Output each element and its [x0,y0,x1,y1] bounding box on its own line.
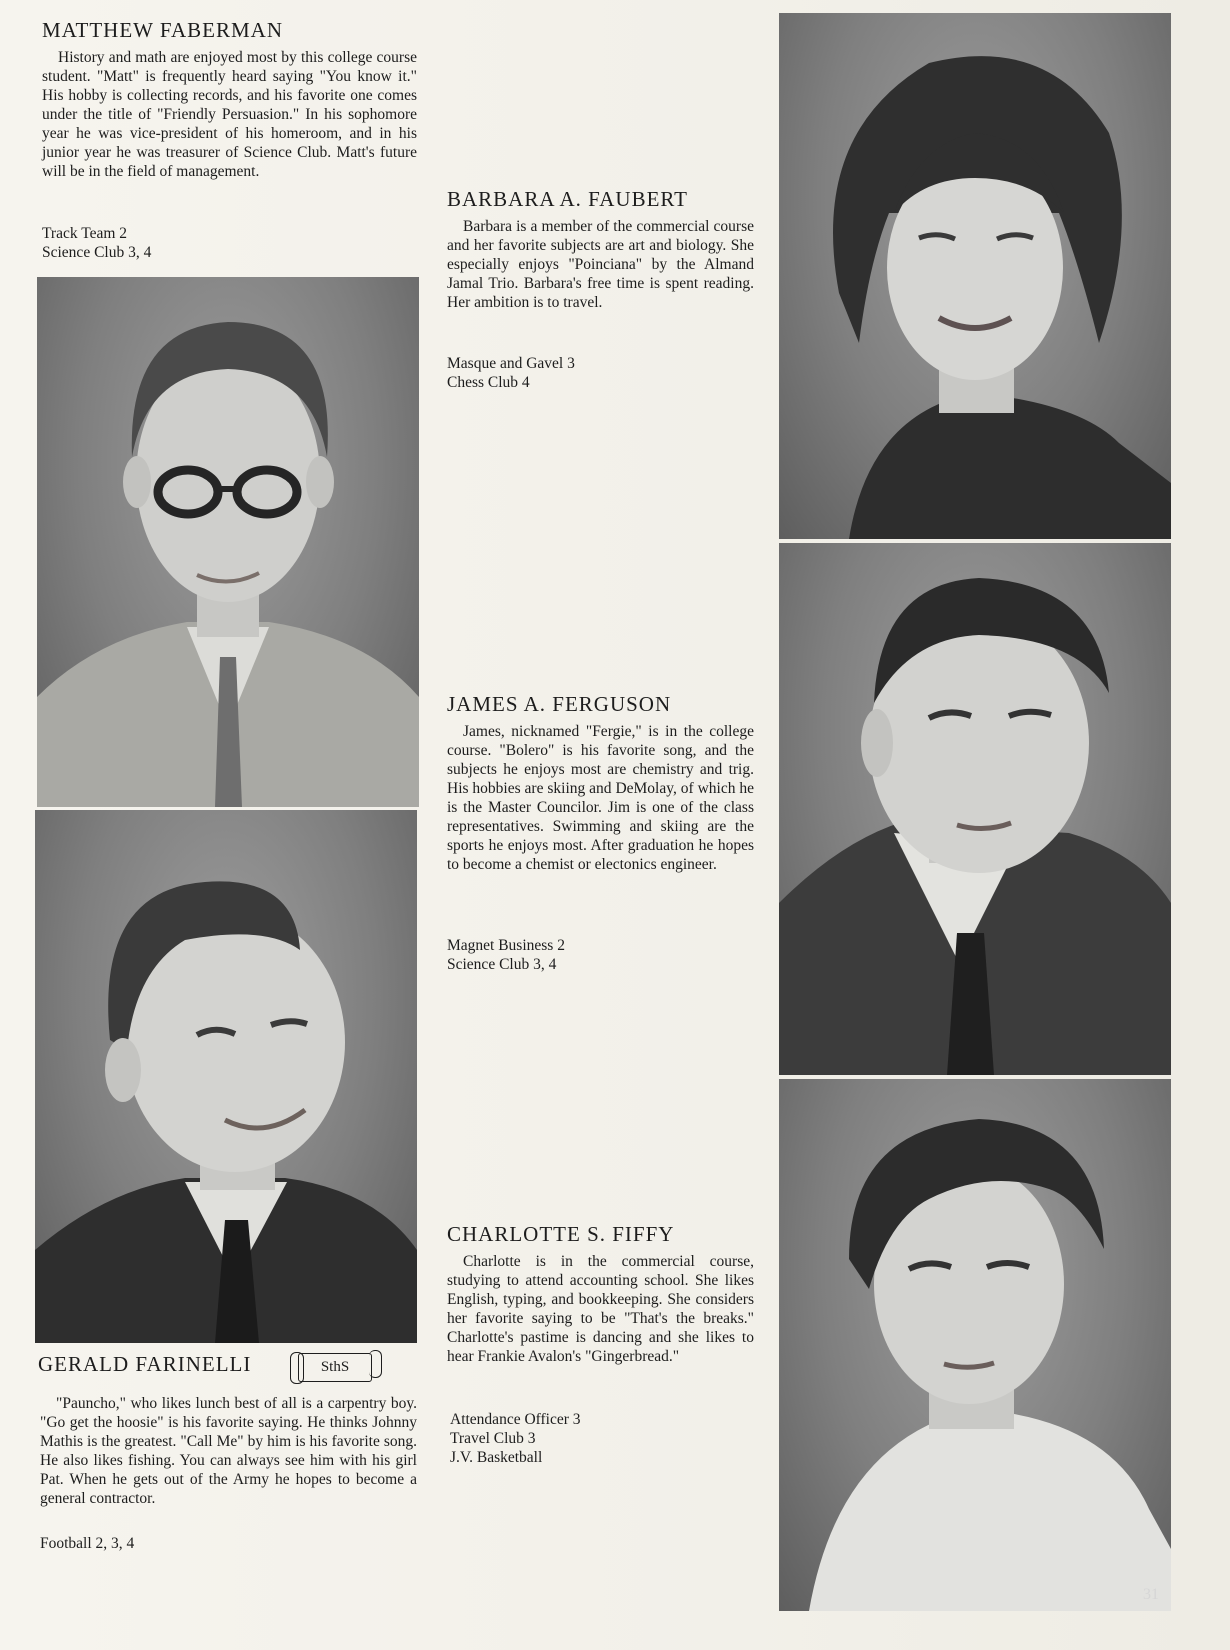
activity-item: Science Club 3, 4 [42,244,152,261]
portrait-silhouette [35,810,417,1343]
activity-item: Travel Club 3 [450,1430,536,1447]
activity-item: Football 2, 3, 4 [40,1535,135,1552]
activity-item: Chess Club 4 [447,374,530,391]
student-bio-farinelli: "Pauncho," who likes lunch best of all is a carpentry boy. "Go get the hoosie" is his favorite saying. He thinks Johnny Mathis is the greatest. "Call Me" by him is his favorite song. He also likes fishing. You can always see him with his girl Pat. When he gets out of the Army he hopes to become a general contractor. [40,1395,417,1507]
student-bio-fiffy: Charlotte is in the commercial course, studying to attend accounting school. She likes English, typing, and bookkeeping. She considers her favorite saying to be "That's the breaks." Charlotte's pastime is dancing and she likes to hear Frankie Avalon's "Gingerbread." [447,1253,754,1365]
activities-faberman [42,224,151,262]
portrait-photo-fiffy [779,1079,1171,1611]
student-bio-faberman: History and math are enjoyed most by this college course student. "Matt" is frequently heard saying "You know it." His hobby is collecting records, and his favorite one comes under the title of "Friendly Persuasion." In his sophomore year he was vice-president of his homeroom, and in his junior year he was treasurer of Science Club. Matt's future will be in the field of management. [42,49,417,180]
student-name-fiffy: CHARLOTTE S. FIFFY [447,1222,675,1246]
page-number: 31 [1143,1586,1159,1603]
activities-ferguson [447,936,565,974]
sths-scroll-badge [288,1350,384,1386]
portrait-silhouette [779,543,1171,1075]
activity-item: Science Club 3, 4 [447,956,557,973]
activity-item: Masque and Gavel 3 [447,355,575,372]
portrait-photo-ferguson [779,543,1171,1075]
activity-item: Attendance Officer 3 [450,1411,581,1428]
activity-item: J.V. Basketball [450,1449,543,1466]
portrait-photo-faubert [779,13,1171,539]
activity-item: Track Team 2 [42,225,128,242]
activity-item: Magnet Business 2 [447,937,565,954]
badge-label: SthS [298,1353,372,1382]
portrait-silhouette [37,277,419,807]
student-name-faberman: MATTHEW FABERMAN [42,18,283,42]
student-bio-faubert: Barbara is a member of the commercial course and her favorite subjects are art and biology. She especially enjoys "Poinciana" by the Almand Jamal Trio. Barbara's free time is spent reading. Her ambition is to travel. [447,218,754,311]
student-name-ferguson: JAMES A. FERGUSON [447,692,672,716]
student-bio-ferguson: James, nicknamed "Fergie," is in the college course. "Bolero" is his favorite song, and the subjects he enjoys most are chemistry and trig. His hobbies are skiing and DeMolay, of which he is the Master Councilor. Jim is one of the class representatives. Swimming and skiing are the sports he enjoys most. After graduation he hopes to become a chemist or electonics engineer. [447,723,754,873]
portrait-photo-farinelli [35,810,417,1343]
portrait-silhouette [779,1079,1171,1611]
activities-farinelli [40,1534,134,1553]
student-name-farinelli: GERALD FARINELLI [38,1352,252,1376]
activities-fiffy [450,1410,581,1467]
portrait-silhouette [779,13,1171,539]
portrait-photo-faberman [37,277,419,807]
student-name-faubert: BARBARA A. FAUBERT [447,187,688,211]
activities-faubert [447,354,575,392]
